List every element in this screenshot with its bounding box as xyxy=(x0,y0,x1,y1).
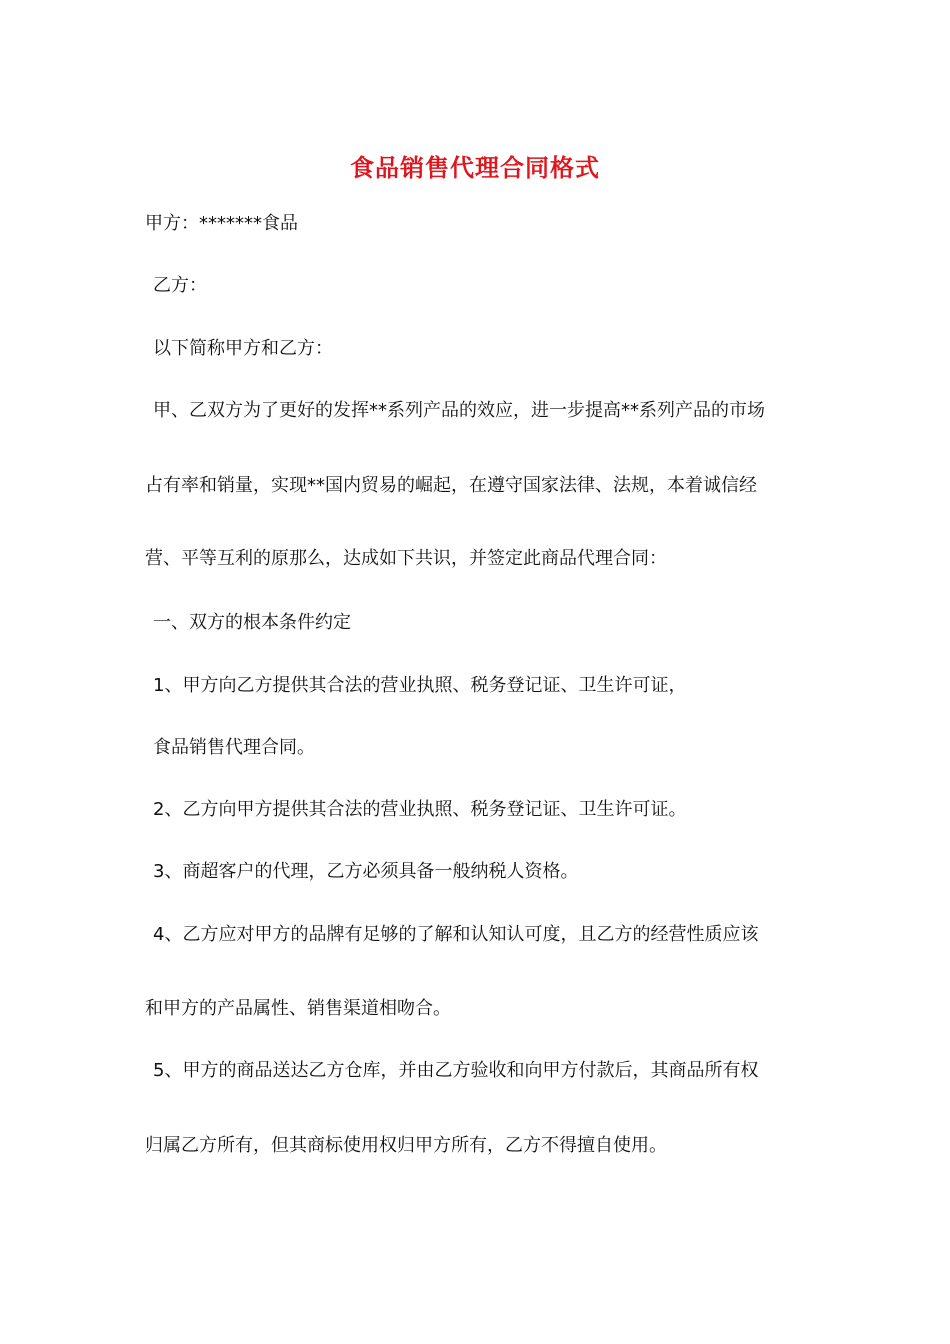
document-title: 食品销售代理合同格式 xyxy=(350,153,600,182)
clause-1-line-2: 食品销售代理合同。 xyxy=(153,737,315,758)
abbreviation-line: 以下简称甲方和乙方： xyxy=(153,338,333,359)
clause-3: 3、商超客户的代理，乙方必须具备一般纳税人资格。 xyxy=(153,861,579,882)
clause-4-line-2: 和甲方的产品属性、销售渠道相吻合。 xyxy=(145,998,451,1019)
party-b-line: 乙方： xyxy=(153,275,207,296)
clause-1-line-1: 1、甲方向乙方提供其合法的营业执照、税务登记证、卫生许可证， xyxy=(153,675,687,696)
clause-5-line-2: 归属乙方所有，但其商标使用权归甲方所有，乙方不得擅自使用。 xyxy=(145,1135,667,1156)
party-a-line: 甲方：*******食品 xyxy=(145,213,298,234)
clause-4-line-1: 4、乙方应对甲方的品牌有足够的了解和认知认可度，且乙方的经营性质应该 xyxy=(153,924,759,945)
preamble-line-3: 营、平等互利的原那么，达成如下共识，并签定此商品代理合同： xyxy=(145,548,667,569)
section-heading-1: 一、双方的根本条件约定 xyxy=(153,612,351,633)
clause-5-line-1: 5、甲方的商品送达乙方仓库，并由乙方验收和向甲方付款后，其商品所有权 xyxy=(153,1060,759,1081)
preamble-line-2: 占有率和销量，实现**国内贸易的崛起，在遵守国家法律、法规，本着诚信经 xyxy=(145,475,757,496)
clause-2: 2、乙方向甲方提供其合法的营业执照、税务登记证、卫生许可证。 xyxy=(153,799,687,820)
preamble-line-1: 甲、乙双方为了更好的发挥**系列产品的效应，进一步提高**系列产品的市场 xyxy=(153,400,765,421)
